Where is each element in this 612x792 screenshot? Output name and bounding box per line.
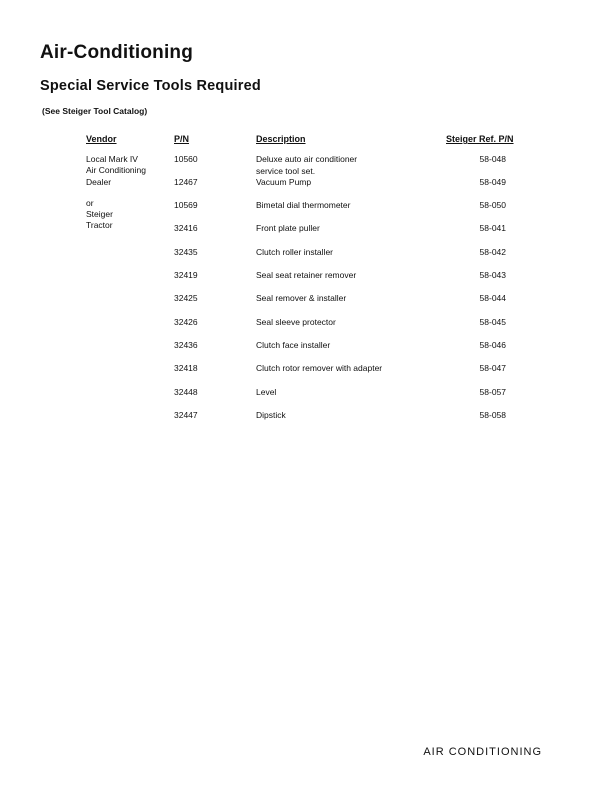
tool-description: Seal remover & installer <box>256 293 347 303</box>
tool-description: Bimetal dial thermometer <box>256 200 351 210</box>
steiger-ref: 58-044 <box>479 293 506 303</box>
part-number: 10560 <box>174 154 198 164</box>
part-number: 10569 <box>174 200 198 210</box>
steiger-ref: 58-048 <box>479 154 506 164</box>
part-number: 12467 <box>174 177 198 187</box>
part-number: 32416 <box>174 223 198 233</box>
tool-description: Seal sleeve protector <box>256 317 336 327</box>
steiger-ref: 58-046 <box>479 340 506 350</box>
steiger-ref: 58-045 <box>479 317 506 327</box>
part-number: 32426 <box>174 317 198 327</box>
vendor-line: Tractor <box>86 220 113 230</box>
vendor-line: or <box>86 198 94 208</box>
tool-description: Vacuum Pump <box>256 177 312 187</box>
header-pn: P/N <box>174 134 190 144</box>
vendor-line: Dealer <box>86 177 112 187</box>
tool-description: Deluxe auto air conditioner service tool set. <box>256 154 358 176</box>
tool-description: Clutch rotor remover with adapter <box>256 363 383 373</box>
tool-description: Seal seat retainer remover <box>256 270 357 280</box>
vendor-line: Steiger <box>86 209 113 219</box>
header-vendor: Vendor <box>86 134 117 144</box>
page-footer: AIR CONDITIONING <box>423 746 542 758</box>
part-number: 32435 <box>174 247 198 257</box>
header-description: Description <box>256 134 306 144</box>
section-subtitle: Special Service Tools Required <box>40 78 261 94</box>
part-number: 32447 <box>174 410 198 420</box>
vendor-line: Air Conditioning <box>86 165 147 175</box>
tool-description: Level <box>256 387 277 397</box>
steiger-ref: 58-057 <box>479 387 506 397</box>
page-title: Air-Conditioning <box>40 42 194 63</box>
part-number: 32425 <box>174 293 198 303</box>
steiger-ref: 58-049 <box>479 177 506 187</box>
steiger-ref: 58-058 <box>479 410 506 420</box>
catalog-note: (See Steiger Tool Catalog) <box>42 106 148 116</box>
steiger-ref: 58-050 <box>479 200 506 210</box>
steiger-ref: 58-043 <box>479 270 506 280</box>
part-number: 32418 <box>174 363 198 373</box>
steiger-ref: 58-041 <box>479 223 506 233</box>
header-ref: Steiger Ref. P/N <box>446 134 514 144</box>
tool-description: Clutch face installer <box>256 340 331 350</box>
part-number: 32419 <box>174 270 198 280</box>
part-number: 32436 <box>174 340 198 350</box>
tool-description: Dipstick <box>256 410 286 420</box>
vendor-line: Local Mark IV <box>86 154 138 164</box>
tool-description: Clutch roller installer <box>256 247 333 257</box>
tool-description: Front plate puller <box>256 223 320 233</box>
steiger-ref: 58-047 <box>479 363 506 373</box>
part-number: 32448 <box>174 387 198 397</box>
steiger-ref: 58-042 <box>479 247 506 257</box>
